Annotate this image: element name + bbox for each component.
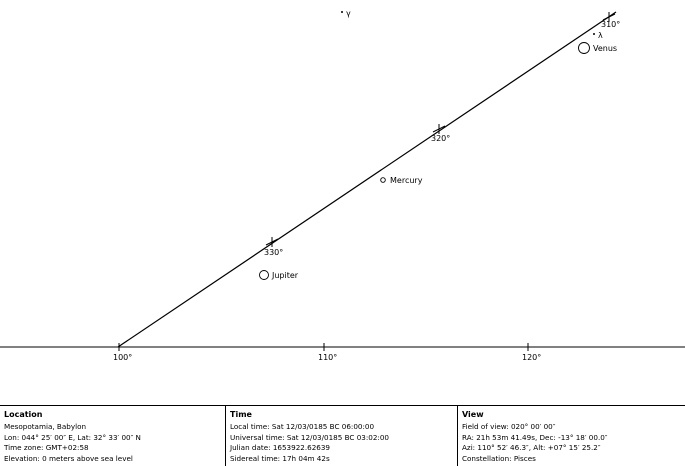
location-title: Location (4, 410, 43, 419)
ecliptic-line (118, 12, 616, 347)
view-ra-dec: RA: 21h 53m 41.49s, Dec: -13° 18′ 00.0″ (462, 432, 608, 442)
location-place: Mesopotamia, Babylon (4, 422, 87, 431)
time-sidereal: Sidereal time: 17h 04m 42s (230, 453, 330, 463)
horizon-label-120: 120° (522, 353, 542, 362)
ecliptic-label-310: 310° (601, 20, 621, 29)
info-panel (0, 405, 685, 466)
mercury-label: Mercury (390, 176, 423, 185)
ecliptic-label-320: 320° (431, 134, 451, 143)
location-timezone: Time zone: GMT+02:58 (4, 443, 89, 452)
jupiter-label: Jupiter (272, 271, 299, 280)
star-dot-icon (341, 11, 343, 13)
view-azi-alt: Azi: 110° 52′ 46.3″, Alt: +07° 15′ 25.2″ (462, 443, 601, 452)
location-elevation: Elevation: 0 meters above sea level (4, 453, 133, 463)
location-panel (0, 406, 226, 466)
horizon-label-110: 110° (318, 353, 338, 362)
time-local: Local time: Sat 12/03/0185 BC 06:00:00 (230, 422, 375, 431)
horizon-label-100: 100° (113, 353, 133, 362)
view-panel (458, 406, 685, 466)
view-constellation: Constellation: Pisces (462, 453, 536, 463)
venus-disk-icon (579, 43, 590, 54)
time-title: Time (230, 410, 252, 419)
planet-jupiter[interactable] (260, 271, 299, 281)
jupiter-disk-icon (260, 271, 269, 280)
star-gamma[interactable] (341, 9, 351, 18)
time-panel (226, 406, 458, 466)
star-lambda[interactable] (593, 31, 603, 40)
star-lambda-label: λ (598, 31, 603, 40)
planet-mercury[interactable] (381, 176, 423, 185)
mercury-disk-icon (381, 178, 386, 183)
planet-venus[interactable] (579, 43, 618, 54)
time-universal: Universal time: Sat 12/03/0185 BC 03:02:00 (230, 432, 389, 442)
venus-label: Venus (593, 44, 618, 53)
ecliptic-tick-330 (266, 237, 278, 247)
view-field-of-view: Field of view: 020° 00′ 00″ (462, 422, 556, 431)
location-coordinates: Lon: 044° 25′ 00″ E, Lat: 32° 33′ 00″ N (4, 432, 141, 442)
star-gamma-label: γ (346, 9, 351, 18)
ecliptic-tick-320 (433, 124, 445, 134)
time-julian-date: Julian date: 1653922.62639 (230, 443, 330, 452)
view-title: View (462, 410, 484, 419)
star-dot-icon (593, 33, 595, 35)
ecliptic-label-330: 330° (264, 248, 284, 257)
